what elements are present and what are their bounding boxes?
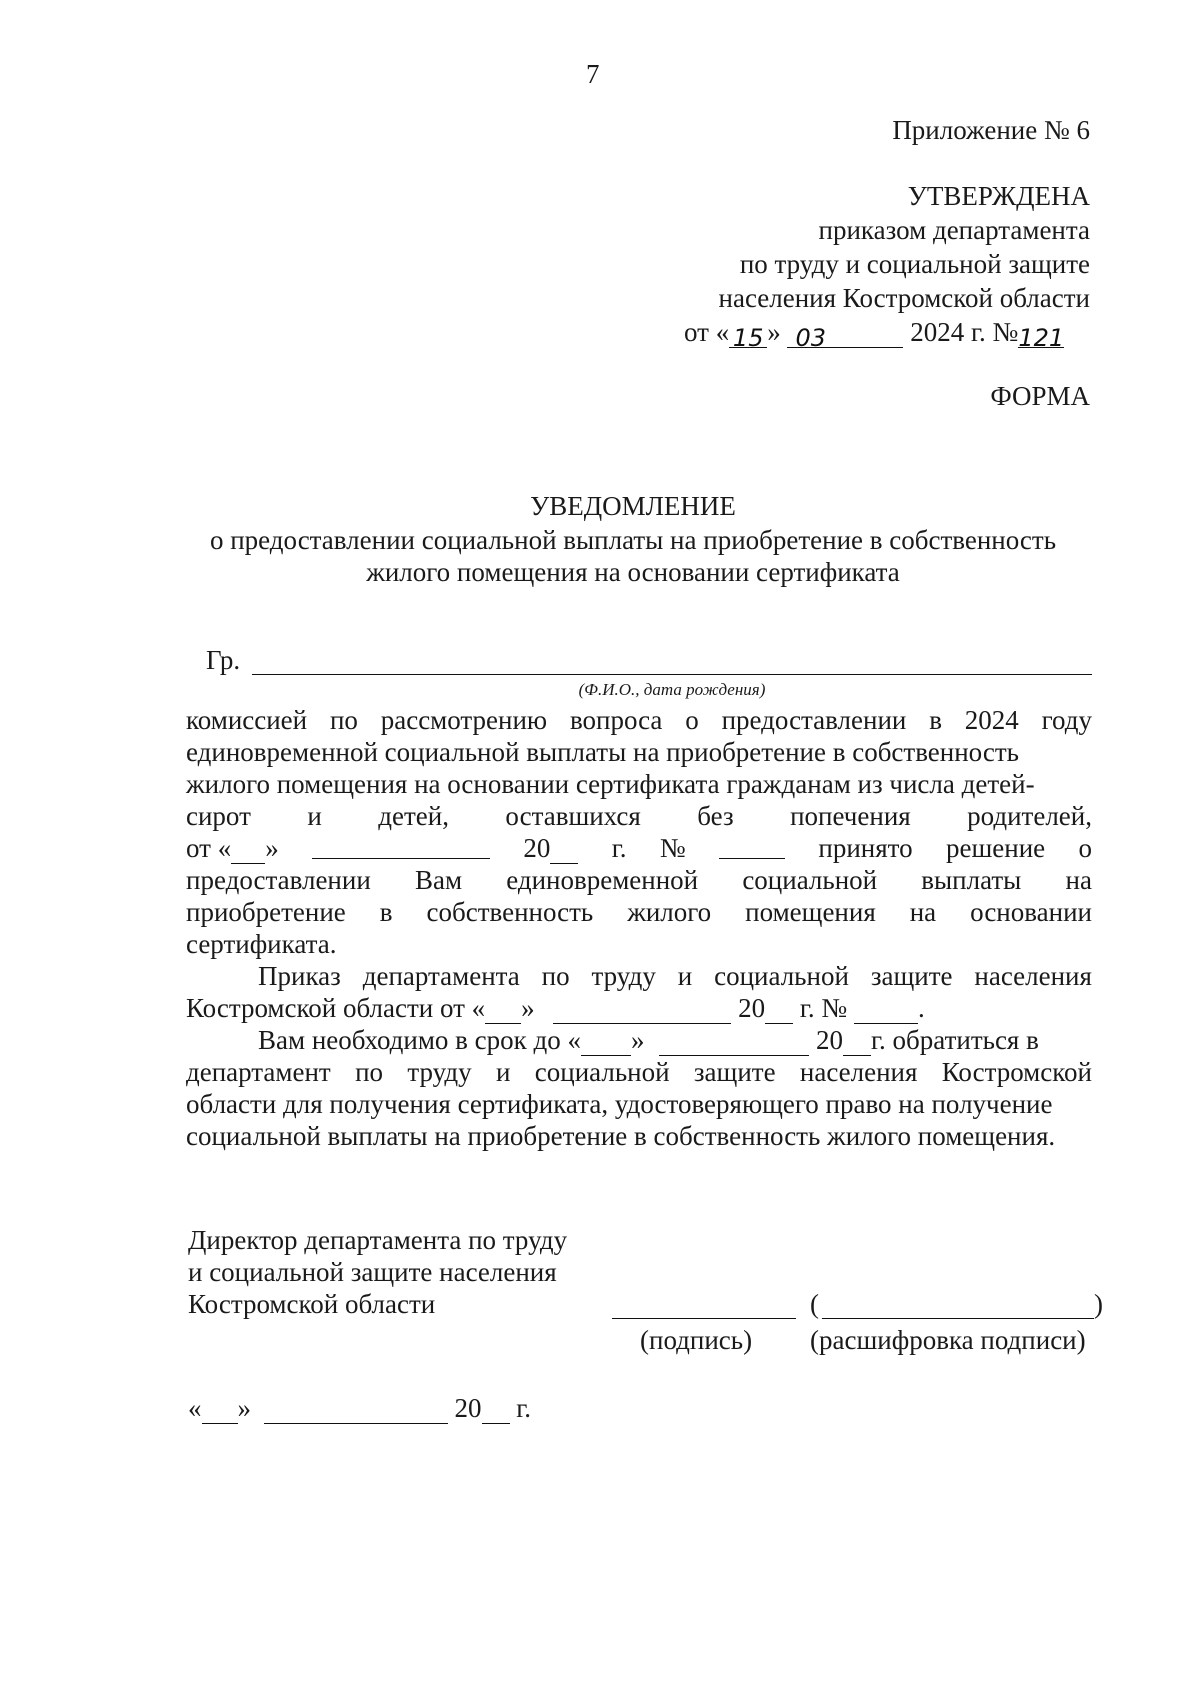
deadline-day-field [581, 1029, 631, 1056]
footer-year-field [482, 1397, 510, 1424]
paragraph-3-line-2: департамент по труду и социальной защите населения Костромской [186, 1057, 1092, 1087]
signatory-title-line-1: Директор департамента по труду [188, 1225, 568, 1255]
order-number-handwritten: 121 [1018, 324, 1065, 352]
paragraph-1-line-8: сертификата. [186, 929, 337, 959]
decision-number-field [719, 832, 785, 859]
paragraph-2-line-1: Приказ департамента по труду и социальной защите населения [258, 961, 1092, 991]
order-day-field [485, 997, 521, 1024]
citizen-field-caption: (Ф.И.О., дата рождения) [578, 680, 766, 699]
signatory-title-line-2: и социальной защите населения [188, 1257, 557, 1287]
document-title: УВЕДОМЛЕНИЕ [530, 491, 736, 521]
paragraph-1-line-7: приобретение в собственность жилого помещения на основании [186, 897, 1092, 927]
page-number: 7 [586, 59, 600, 89]
order-number-field-body [854, 997, 918, 1024]
appendix-label: Приложение № 6 [892, 115, 1090, 145]
paragraph-3-line-1: Вам необходимо в срок до « » 20 г. обратиться в [258, 1025, 1039, 1055]
signature-decode-field [822, 1318, 1094, 1319]
document-subtitle-line-2: жилого помещения на основании сертификата [366, 557, 900, 587]
date-day-field [729, 321, 767, 352]
footer-date: « » 20 г. [188, 1393, 532, 1423]
decode-open-paren: ( [810, 1289, 819, 1319]
decode-close-paren: ) [1094, 1289, 1103, 1319]
paragraph-1-line-6: предоставлении Вам единовременной социальной выплаты на [186, 865, 1092, 895]
deadline-month-field [659, 1029, 809, 1056]
paragraph-1-line-4: сирот и детей, оставшихся без попечения родителей, [186, 801, 1092, 831]
date-year: 2024 г. [910, 317, 986, 347]
paragraph-1-line-3: жилого помещения на основании сертификата гражданам из числа детей- [186, 769, 1035, 799]
paragraph-3-line-4: социальной выплаты на приобретение в собственность жилого помещения. [186, 1121, 1056, 1151]
footer-month-field [264, 1397, 448, 1424]
decision-day-field [231, 837, 265, 864]
decode-caption: (расшифровка подписи) [810, 1325, 1086, 1355]
signatory-title-line-3: Костромской области [188, 1289, 436, 1319]
paragraph-1-line-1: комиссией по рассмотрению вопроса о предоставлении в 2024 году [186, 705, 1092, 735]
approval-order-line-3: населения Костромской области [718, 283, 1090, 313]
date-day-handwritten: 15 [732, 324, 764, 352]
date-mid: » [767, 317, 781, 347]
footer-day-field [202, 1397, 238, 1424]
paragraph-1-line-5: от « » 20 г. № принято решение о [186, 833, 1092, 863]
order-number-prefix: № [992, 317, 1019, 347]
form-label: ФОРМА [990, 381, 1090, 411]
date-month-field [787, 321, 903, 352]
date-prefix: от « [684, 317, 730, 347]
date-month-handwritten: 03 [795, 324, 826, 352]
citizen-name-field [252, 674, 1092, 675]
order-year-field [765, 997, 793, 1024]
signature-field [612, 1318, 796, 1319]
citizen-prefix: Гр. [206, 645, 241, 675]
paragraph-3-line-3: области для получения сертификата, удостоверяющего право на получение [186, 1089, 1053, 1119]
deadline-year-field [843, 1029, 871, 1056]
approval-order-line-2: по труду и социальной защите [739, 249, 1090, 279]
document-subtitle-line-1: о предоставлении социальной выплаты на приобретение в собственность [209, 525, 1057, 555]
order-month-field [553, 997, 731, 1024]
paragraph-2-line-2: Костромской области от « » 20 г. № . [186, 993, 925, 1023]
order-date-line [684, 316, 1065, 352]
approved-label: УТВЕРЖДЕНА [907, 181, 1090, 211]
paragraph-1-line-2: единовременной социальной выплаты на приобретение в собственность [186, 737, 1019, 767]
decision-month-field [312, 832, 490, 859]
decision-year-field [550, 837, 578, 864]
order-number-field [1018, 321, 1065, 352]
signature-caption: (подпись) [640, 1325, 753, 1355]
approval-order-line-1: приказом департамента [818, 215, 1090, 245]
